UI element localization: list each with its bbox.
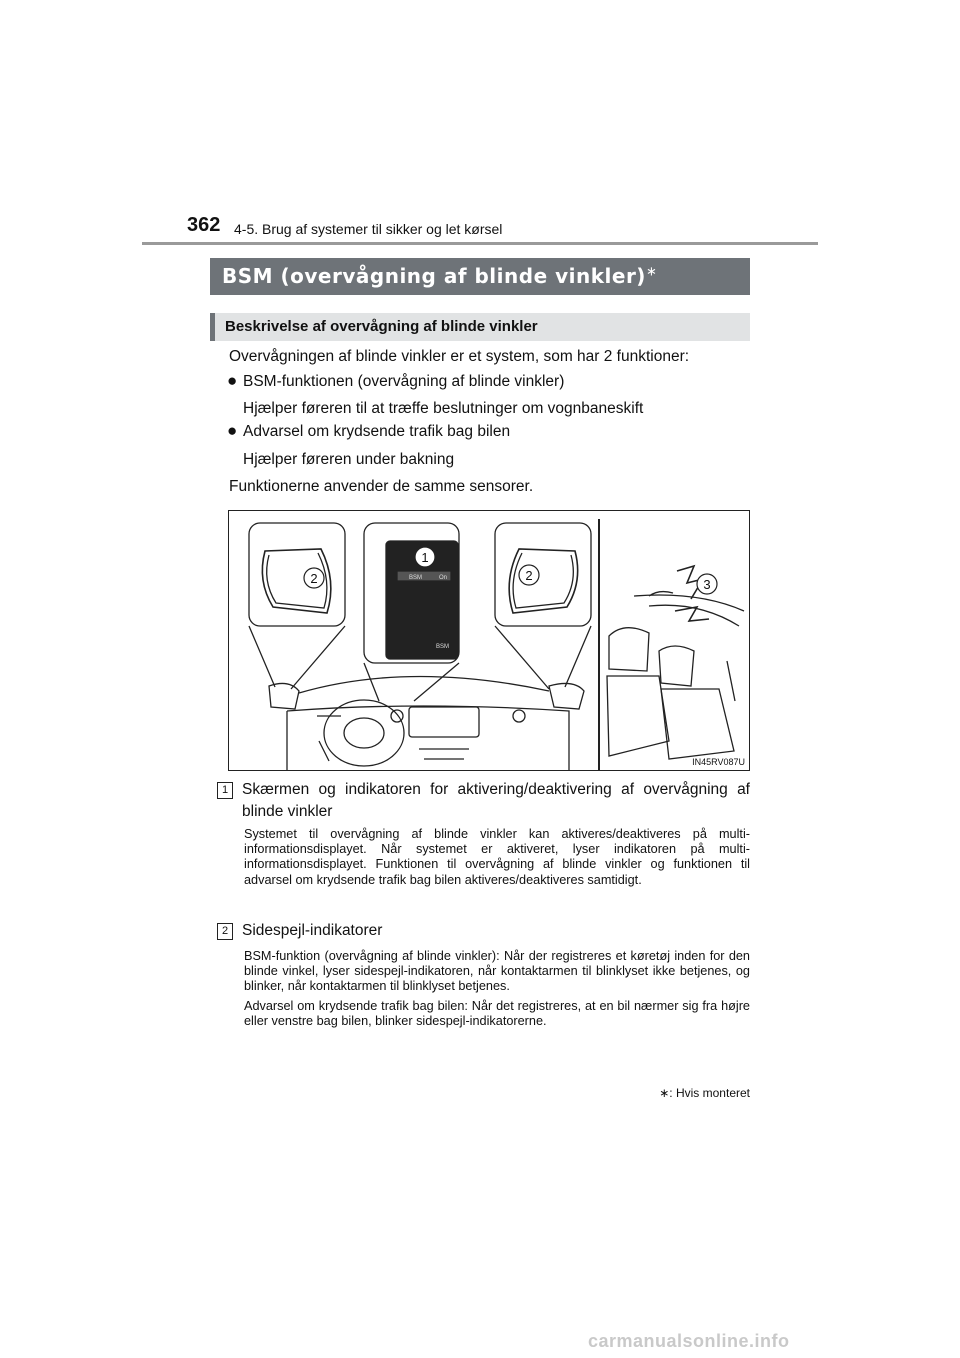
item-description [244, 827, 750, 892]
bullet-icon: ● [227, 371, 238, 390]
item-number-badge: 2 [217, 923, 233, 940]
item-description [244, 949, 750, 1033]
watermark-text: carmanualsonline.info [588, 1331, 790, 1351]
bsm-illustration [228, 510, 750, 771]
bullet-desc: Hjælper føreren under bakning [243, 451, 455, 468]
chapter-header: 4-5. Brug af systemer til sikker og let kørsel [234, 221, 503, 237]
screen-on-label: On [439, 575, 448, 581]
bullet-title: BSM-funktionen (overvågning af blinde vinkler) [243, 373, 565, 390]
figure-code: IN45RV087U [692, 757, 745, 767]
screen-footer-label: BSM [436, 644, 450, 650]
intro-text: Overvågningen af blinde vinkler er et system, som har 2 funktioner: [229, 348, 690, 365]
screen-bsm-label: BSM [409, 575, 423, 581]
asterisk-mark: ∗ [645, 264, 658, 280]
callout-label: 2 [525, 568, 533, 583]
subsection-title: Beskrivelse af overvågning af blinde vinkler [210, 313, 750, 341]
callout-label: 3 [703, 577, 711, 592]
left-mirror-callout [249, 523, 345, 626]
closing-text: Funktionerne anvender de samme sensorer. [229, 478, 534, 495]
callout-label: 1 [421, 550, 429, 565]
footnote: ∗: Hvis monteret [659, 1086, 750, 1100]
bullet-desc: Hjælper føreren til at træffe beslutninger om vognbaneskift [243, 400, 644, 417]
page-number: 362 [187, 214, 221, 236]
item-title: Skærmen og indikatoren for aktivering/deaktivering af overvågning af blinde vinkler [242, 781, 750, 820]
item-paragraph: Advarsel om krydsende trafik bag bilen: Når det registreres, at en bil nærmer sig fra højre eller venstre bag bilen, blinker sidespejl-indikatorerne. [244, 998, 750, 1028]
section-title-bar [210, 258, 750, 295]
bullet-icon: ● [227, 421, 238, 440]
item-paragraph: Systemet til overvågning af blinde vinkler kan aktiveres/deaktiveres på multi-informationsdisplayet. Når systemet er aktiveret, lyser indikatoren på multi-informationsdisplayet. Funktionen til overvågning af blinde vinkler og funktionen til advarsel om krydsende trafik bag bilen aktiveres/deaktiveres samtidigt. [244, 827, 750, 887]
section-title: BSM (overvågning af blinde vinkler) [222, 264, 646, 288]
bullet-title: Advarsel om krydsende trafik bag bilen [243, 423, 511, 440]
item-paragraph: BSM-funktion (overvågning af blinde vinkler): Når der registreres et køretøj inden for den blinde vinkel, lyser sidespejl-indikatoren, når kontaktarmen til blinklyset ikke betjenes, og blinker, når kontaktarmen til blinklyset betjenes. [244, 949, 750, 994]
item-title: Sidespejl-indikatorer [242, 922, 383, 939]
dashboard-drawing [229, 511, 750, 771]
item-number-badge: 1 [217, 782, 233, 799]
header-rule [142, 242, 818, 245]
right-mirror-callout [495, 523, 591, 626]
callout-label: 2 [310, 571, 318, 586]
